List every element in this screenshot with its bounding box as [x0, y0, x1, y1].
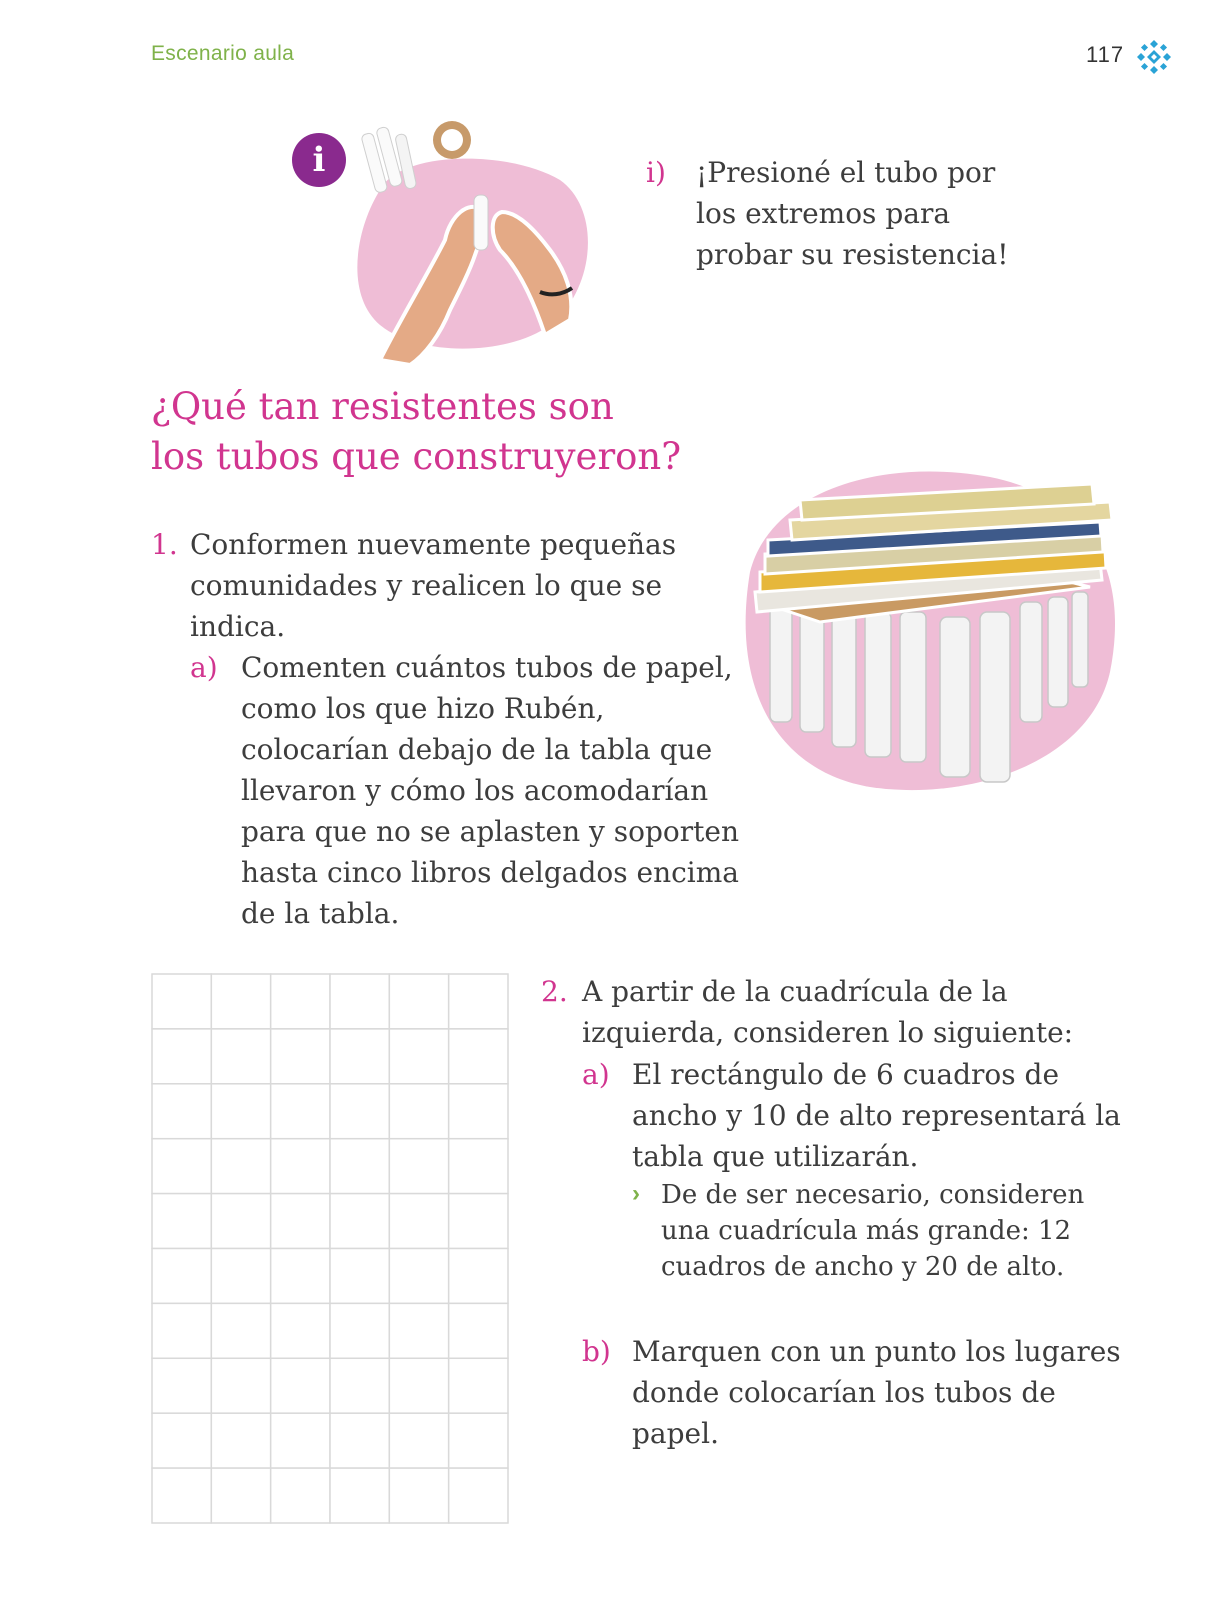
grid-cell[interactable]: [389, 1249, 448, 1304]
question-2-number: 2.: [541, 975, 568, 1008]
grid-cell[interactable]: [152, 1139, 211, 1194]
grid-cell[interactable]: [211, 1139, 270, 1194]
hands-pressing-tube-photo: [340, 120, 610, 365]
grid-cell[interactable]: [389, 1084, 448, 1139]
question-1-text: Conformen nuevamente pequeñas comunidades y realicen lo que se indica.: [190, 528, 677, 643]
grid-cell[interactable]: [389, 1413, 448, 1468]
grid-cell[interactable]: [152, 1303, 211, 1358]
grid-cell[interactable]: [449, 1358, 508, 1413]
section-heading: [151, 382, 711, 482]
grid-cell[interactable]: [271, 1029, 330, 1084]
info-icon: i: [292, 133, 346, 187]
grid-cell[interactable]: [449, 1303, 508, 1358]
grid-cell[interactable]: [152, 1194, 211, 1249]
grid-cell[interactable]: [211, 1303, 270, 1358]
grid-cell[interactable]: [211, 1249, 270, 1304]
grid-cell[interactable]: [330, 1358, 389, 1413]
info-item-text: ¡Presioné el tubo por los extremos para probar su resistencia!: [696, 156, 1009, 271]
grid-cell[interactable]: [330, 974, 389, 1029]
grid-cell[interactable]: [449, 1413, 508, 1468]
grid-cell[interactable]: [389, 1303, 448, 1358]
grid-cell[interactable]: [330, 1249, 389, 1304]
grid-cell[interactable]: [389, 1194, 448, 1249]
grid-cell[interactable]: [389, 974, 448, 1029]
section-heading-line2: los tubos que construyeron?: [151, 435, 682, 478]
grid-cell[interactable]: [271, 1358, 330, 1413]
grid-cell[interactable]: [330, 1413, 389, 1468]
grid-cell[interactable]: [152, 974, 211, 1029]
grid-cell[interactable]: [330, 1468, 389, 1523]
grid-cell[interactable]: [152, 1468, 211, 1523]
grid-cell[interactable]: [449, 974, 508, 1029]
section-label: Escenario aula: [151, 42, 295, 65]
grid-cell[interactable]: [389, 1139, 448, 1194]
grid-cell[interactable]: [449, 1194, 508, 1249]
grid-cell[interactable]: [211, 1194, 270, 1249]
grid-cell[interactable]: [152, 1029, 211, 1084]
grid-cell[interactable]: [211, 1029, 270, 1084]
question-2a-note: De de ser necesario, consideren una cuadrícula más grande: 12 cuadros de ancho y 20 de alto.: [661, 1180, 1085, 1282]
question-2b-text: Marquen con un punto los lugares donde colocarían los tubos de papel.: [632, 1335, 1121, 1450]
grid-cell[interactable]: [449, 1084, 508, 1139]
question-2-text: A partir de la cuadrícula de la izquierda, consideren lo siguiente:: [582, 975, 1074, 1049]
grid-cell[interactable]: [449, 1249, 508, 1304]
section-heading-line1: ¿Qué tan resistentes son: [151, 385, 614, 428]
grid-cell[interactable]: [330, 1029, 389, 1084]
grid-cell[interactable]: [449, 1029, 508, 1084]
grid-cell[interactable]: [330, 1194, 389, 1249]
books-on-tubes-photo: [730, 462, 1150, 807]
info-item-marker: i): [646, 156, 666, 189]
page-number: 117: [1086, 42, 1125, 67]
chevron-right-icon: ›: [632, 1180, 640, 1207]
question-2a-marker: a): [582, 1058, 610, 1091]
question-1a-marker: a): [190, 651, 218, 684]
grid-cell[interactable]: [152, 1084, 211, 1139]
grid-cell[interactable]: [271, 974, 330, 1029]
grid-cell[interactable]: [330, 1303, 389, 1358]
grid-cell[interactable]: [271, 1413, 330, 1468]
grid-cell[interactable]: [389, 1029, 448, 1084]
grid-cell[interactable]: [211, 1358, 270, 1413]
grid-cell[interactable]: [152, 1413, 211, 1468]
grid-cell[interactable]: [330, 1084, 389, 1139]
grid-cell[interactable]: [152, 1358, 211, 1413]
grid-cell[interactable]: [389, 1358, 448, 1413]
question-2a-text: El rectángulo de 6 cuadros de ancho y 10 de alto representará la tabla que utilizarán.: [632, 1058, 1121, 1173]
grid-cell[interactable]: [449, 1139, 508, 1194]
grid-cell[interactable]: [389, 1468, 448, 1523]
grid-cell[interactable]: [211, 1468, 270, 1523]
grid-cell[interactable]: [211, 1413, 270, 1468]
grid-cell[interactable]: [330, 1139, 389, 1194]
grid-cell[interactable]: [271, 1249, 330, 1304]
grid-cell[interactable]: [271, 1139, 330, 1194]
question-1a-text: Comenten cuántos tubos de papel, como los que hizo Rubén, colocarían debajo de la tabla que llevaron y cómo los acomodarían para que no se aplasten y soporten hasta cinco libros delgados encima de la tabla.: [241, 651, 740, 930]
question-2b-marker: b): [582, 1335, 611, 1368]
grid-cell[interactable]: [271, 1194, 330, 1249]
grid-cell[interactable]: [211, 1084, 270, 1139]
grid-cell[interactable]: [152, 1249, 211, 1304]
question-1-number: 1.: [151, 528, 178, 561]
grid-cell[interactable]: [271, 1084, 330, 1139]
grid-cell[interactable]: [271, 1468, 330, 1523]
drawing-grid[interactable]: [151, 973, 509, 1524]
grid-cell[interactable]: [449, 1468, 508, 1523]
grid-cell[interactable]: [211, 974, 270, 1029]
grid-cell[interactable]: [271, 1303, 330, 1358]
snowflake-logo-icon: [1135, 38, 1173, 76]
